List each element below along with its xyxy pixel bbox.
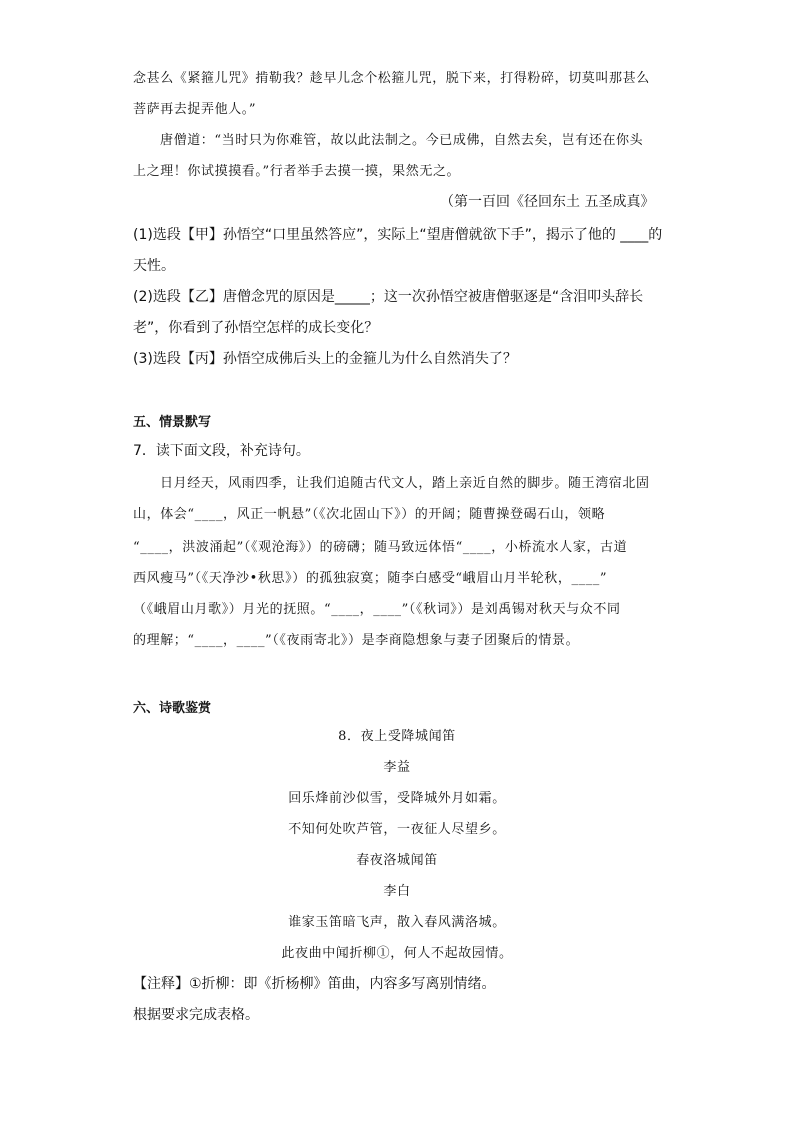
passage-line: 的理解；“____，____”（《夜雨寄北》）是李商隐想象与妻子团聚后的情景。 xyxy=(133,633,580,648)
poem-author: 李白 xyxy=(383,884,411,899)
instruction-text: 根据要求完成表格。 xyxy=(133,1007,259,1023)
question-text: 天性。 xyxy=(133,258,175,274)
poem-title: 8．夜上受降城闻笛 xyxy=(338,729,456,744)
passage-line: “____，洪波涌起”（《观沧海》）的磅礴；随马致远体悟“____，小桥流水人家，古道 xyxy=(133,540,628,555)
poem-title: 春夜洛城闻笛 xyxy=(356,853,438,868)
passage-line: 菩萨再去捉弄他人。” xyxy=(133,102,257,117)
question-title: 7．读下面文段，补充诗句。 xyxy=(133,443,310,459)
poem-line: 此夜曲中闻折柳①，何人不起故园情。 xyxy=(281,946,513,961)
passage-line: 西风瘦马”（《天净沙•秋思》）的孤独寂寞；随李白感受“峨眉山月半轮秋，____” xyxy=(133,571,608,586)
passage-line: 日月经天，风雨四季，让我们追随古代文人，踏上亲近自然的脚步。随王湾宿北固 xyxy=(160,476,650,491)
question-text: (2)选段【乙】唐僧念咒的原因是_____；这一次孙悟空被唐僧驱逐是“含泪叩头辞长 xyxy=(133,289,644,305)
poem-line: 回乐烽前沙似雪，受降城外月如霜。 xyxy=(288,791,506,806)
passage-line: （《峨眉山月歌》）月光的抚照。“____，____”（《秋词》）是刘禹锡对秋天与众不同 xyxy=(133,602,621,617)
question-text: (1)选段【甲】孙悟空“口里虽然答应”，实际上“望唐僧就欲下手”，揭示了他的 ____的 xyxy=(133,227,663,243)
question-text: (3)选段【丙】孙悟空成佛后头上的金箍儿为什么自然消失了？ xyxy=(133,351,517,367)
annotation-note: 【注释】①折柳：即《折杨柳》笛曲，内容多写离别情绪。 xyxy=(133,976,496,992)
poem-line: 谁家玉笛暗飞声，散入春风满洛城。 xyxy=(288,915,506,930)
passage-line: 念甚么《紧箍儿咒》掯勒我？趁早儿念个松箍儿咒，脱下来，打得粉碎，切莫叫那甚么 xyxy=(133,71,650,86)
question-text: 老”，你看到了孙悟空怎样的成长变化？ xyxy=(133,320,379,336)
passage-line: 唐僧道：“当时只为你难管，故以此法制之。今已成佛，自然去矣，岂有还在你头 xyxy=(160,133,644,148)
poem-author: 李益 xyxy=(383,760,411,775)
passage-line: 山，体会“____，风正一帆悬”（《次北固山下》）的开阔；随曹操登碣石山，领略 xyxy=(133,507,606,522)
passage-source: （第一百回《径回东土 五圣成真》 xyxy=(440,194,655,210)
poem-line: 不知何处吹芦管，一夜征人尽望乡。 xyxy=(288,822,506,837)
passage-line: 上之理！你试摸摸看。”行者举手去摸一摸，果然无之。 xyxy=(133,164,461,179)
section-heading: 五、情景默写 xyxy=(133,415,212,430)
section-heading: 六、诗歌鉴赏 xyxy=(133,701,212,716)
